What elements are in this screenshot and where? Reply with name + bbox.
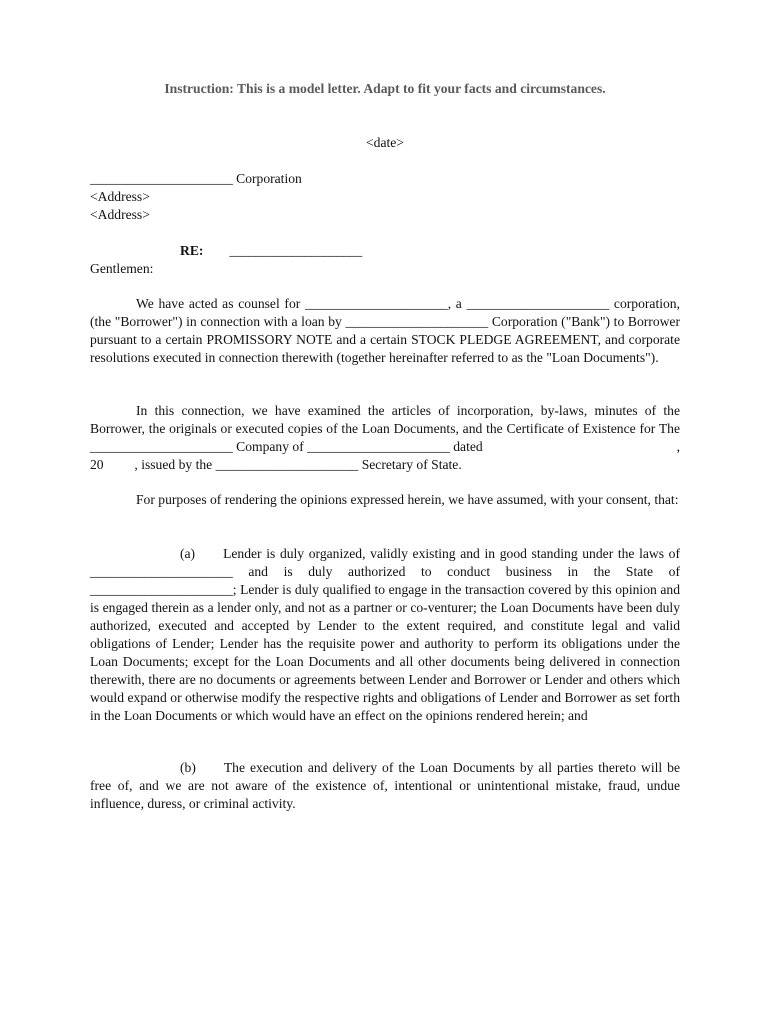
paragraph-counsel: [90, 295, 680, 367]
re-label: RE:: [180, 243, 204, 258]
paragraph-examination-text: In this connection, we have examined the articles of incorporation, by-laws, minutes of the Borrower, the originals or executed copies of the Loan Documents, and the Certificate of Existence for The _____________________ Company of _____________________ dated: [90, 403, 680, 454]
paragraph-item-a: [90, 545, 680, 725]
item-b-text: The execution and delivery of the Loan Documents by all parties thereto will be free of, and we are not aware of the existence of, intentional or unintentional mistake, fraud, undue influence, duress, or criminal activity.: [90, 760, 680, 811]
salutation: Gentlemen:: [90, 261, 154, 276]
re-blank: _____________________: [229, 243, 362, 258]
address-line-2: <Address>: [90, 207, 150, 222]
paragraph-examination: [90, 402, 680, 474]
re-line: [180, 242, 362, 260]
paragraph-assumptions: [90, 491, 680, 509]
issued-by-text: , issued by the _____________________ Secretary of State.: [134, 457, 462, 472]
instruction-heading: Instruction: This is a model letter. Adapt to fit your facts and circumstances.: [164, 81, 606, 96]
item-a-marker: (a): [180, 546, 196, 561]
item-a-text: Lender is duly organized, validly existing and in good standing under the laws of _____________________ and is duly authorized to conduct business in the State of _____________________; Lender is duly qualified to engage in the transaction covered by this opinion and is engaged therein as a lender only, and not as a partner or co-venturer; the Loan Documents have been duly authorized, executed and accepted by Lender to the extent required, and constitute legal and valid obligations of Lender; Lender has the requisite power and authority to perform its obligations under the Loan Documents; except for the Loan Documents and all other documents being delivered in connection therewith, there are no documents or agreements between Lender and Borrower or Lender and others which would expand or otherwise modify the respective rights and obligations of Lender and Borrower as set forth in the Loan Documents or which would have an effect on the opinions rendered herein; and: [90, 546, 680, 723]
paragraph-assumptions-text: For purposes of rendering the opinions expressed herein, we have assumed, with your consent, that:: [136, 492, 679, 507]
letter-page: [90, 0, 680, 1024]
paragraph-examination-comma: ,: [676, 439, 680, 454]
item-b-marker: (b): [180, 760, 196, 775]
paragraph-item-b: [90, 759, 680, 813]
corporation-line: _____________________ Corporation: [90, 171, 302, 186]
paragraph-counsel-text: We have acted as counsel for _____________________, a _____________________ corporation, (the "Borrower") in connection with a loan by _____________________ Corporation ("Bank") to Borrower pursuant to a certain PROMISSORY NOTE and a certain STOCK PLEDGE AGREEMENT, and corporate resolutions executed in connection therewith (together hereinafter referred to as the "Loan Documents").: [90, 296, 680, 365]
address-line-1: <Address>: [90, 189, 150, 204]
recipient-address-block: [90, 170, 680, 224]
date-placeholder: <date>: [366, 135, 404, 150]
year-prefix: 20: [90, 457, 104, 472]
